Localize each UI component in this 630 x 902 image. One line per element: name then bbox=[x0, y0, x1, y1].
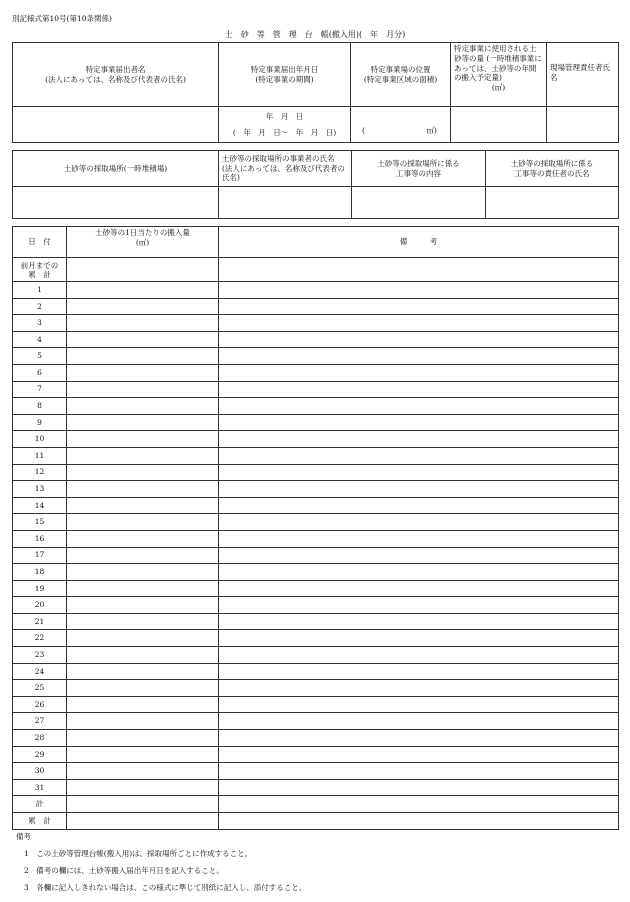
remarks-cell[interactable] bbox=[219, 464, 619, 481]
amount-cell[interactable] bbox=[67, 580, 219, 597]
amount-cell[interactable] bbox=[67, 680, 219, 697]
amount-cell[interactable] bbox=[67, 364, 219, 381]
remarks-cell[interactable] bbox=[219, 530, 619, 547]
remarks-cell[interactable] bbox=[219, 796, 619, 813]
amount-cell[interactable] bbox=[67, 796, 219, 813]
day-row bbox=[13, 497, 619, 514]
subtotal-row bbox=[13, 796, 619, 813]
remarks-cell[interactable] bbox=[219, 364, 619, 381]
row-label: 20 bbox=[13, 597, 67, 614]
remarks-cell[interactable] bbox=[219, 331, 619, 348]
amount-cell[interactable] bbox=[67, 481, 219, 498]
day-row bbox=[13, 696, 619, 713]
notes-heading: 備考 bbox=[16, 832, 31, 841]
header-quantity bbox=[451, 43, 547, 107]
header-quantity-label: 特定事業に使用される土砂等の量 (一時堆積事業にあっては、土砂等の年間の搬入予定量) bbox=[454, 44, 542, 83]
prev-total-label: 前月までの 累 計 bbox=[13, 258, 67, 282]
remarks-cell[interactable] bbox=[219, 398, 619, 415]
remarks-cell[interactable] bbox=[219, 613, 619, 630]
cumulative-row bbox=[13, 813, 619, 830]
day-row bbox=[13, 431, 619, 448]
day-row bbox=[13, 613, 619, 630]
note-3: 3 各欄に記入しきれない場合は、この様式に準じて別紙に記入し、添付すること。 bbox=[24, 883, 307, 892]
day-row bbox=[13, 514, 619, 531]
remarks-cell[interactable] bbox=[219, 730, 619, 747]
amount-cell[interactable] bbox=[67, 447, 219, 464]
manager-value[interactable] bbox=[547, 107, 619, 143]
day-row bbox=[13, 331, 619, 348]
remarks-cell[interactable] bbox=[219, 713, 619, 730]
amount-cell[interactable] bbox=[67, 414, 219, 431]
day-row bbox=[13, 763, 619, 780]
amount-cell[interactable] bbox=[67, 530, 219, 547]
remarks-cell[interactable] bbox=[219, 381, 619, 398]
row-label: 25 bbox=[13, 680, 67, 697]
day-row bbox=[13, 348, 619, 365]
day-row bbox=[13, 464, 619, 481]
daily-table bbox=[12, 226, 619, 830]
amount-cell[interactable] bbox=[67, 514, 219, 531]
header-remarks: 備 考 bbox=[219, 227, 619, 258]
row-label: 15 bbox=[13, 514, 67, 531]
remarks-cell[interactable] bbox=[219, 497, 619, 514]
day-row bbox=[13, 398, 619, 415]
header-amount bbox=[67, 227, 219, 258]
amount-cell[interactable] bbox=[67, 282, 219, 299]
source-site-value[interactable] bbox=[13, 187, 219, 219]
day-row bbox=[13, 647, 619, 664]
header-source-operator: 土砂等の採取場所の事業者の氏名 (法人にあっては、名称及び代表者の氏名) bbox=[219, 151, 352, 187]
amount-cell[interactable] bbox=[67, 647, 219, 664]
day-row bbox=[13, 547, 619, 564]
header-amount-label: 土砂等の1日当たりの搬入量 bbox=[95, 228, 190, 237]
remarks-cell[interactable] bbox=[219, 597, 619, 614]
form-label: 別記様式第10号(第10条関係) bbox=[12, 14, 112, 23]
row-label: 9 bbox=[13, 414, 67, 431]
location-value[interactable] bbox=[351, 107, 451, 143]
remarks-cell[interactable] bbox=[219, 315, 619, 332]
amount-cell[interactable] bbox=[67, 597, 219, 614]
row-label: 17 bbox=[13, 547, 67, 564]
header-manager: 現場管理責任者氏名 bbox=[547, 43, 619, 107]
day-row bbox=[13, 564, 619, 581]
row-label: 27 bbox=[13, 713, 67, 730]
amount-cell[interactable] bbox=[67, 315, 219, 332]
row-label: 1 bbox=[13, 282, 67, 299]
amount-cell[interactable] bbox=[67, 696, 219, 713]
row-label: 16 bbox=[13, 530, 67, 547]
row-label: 28 bbox=[13, 730, 67, 747]
day-row bbox=[13, 315, 619, 332]
amount-cell[interactable] bbox=[67, 630, 219, 647]
remarks-cell[interactable] bbox=[219, 298, 619, 315]
day-row bbox=[13, 381, 619, 398]
page-title: 土 砂 等 管 理 台 帳(搬入用)( 年 月分) bbox=[224, 30, 406, 39]
remarks-cell[interactable] bbox=[219, 696, 619, 713]
remarks-cell[interactable] bbox=[219, 282, 619, 299]
row-label: 11 bbox=[13, 447, 67, 464]
date-line2: ( 年 月 日～ 年 月 日) bbox=[232, 127, 337, 137]
row-label: 31 bbox=[13, 779, 67, 796]
amount-cell[interactable] bbox=[67, 746, 219, 763]
amount-cell[interactable] bbox=[67, 779, 219, 796]
day-row bbox=[13, 414, 619, 431]
remarks-cell[interactable] bbox=[219, 813, 619, 830]
remarks-cell[interactable] bbox=[219, 746, 619, 763]
date-line1: 年 月 日 bbox=[265, 111, 304, 121]
day-row bbox=[13, 713, 619, 730]
day-row bbox=[13, 663, 619, 680]
row-label: 4 bbox=[13, 331, 67, 348]
remarks-cell[interactable] bbox=[219, 414, 619, 431]
amount-cell[interactable] bbox=[67, 713, 219, 730]
row-label: 累 計 bbox=[13, 813, 67, 830]
row-label: 22 bbox=[13, 630, 67, 647]
day-row bbox=[13, 630, 619, 647]
remarks-cell[interactable] bbox=[219, 481, 619, 498]
note-1: 1 この土砂等管理台帳(搬入用)は、採取場所ごとに作成すること。 bbox=[24, 849, 253, 858]
day-row bbox=[13, 298, 619, 315]
source-responsible-value[interactable] bbox=[486, 187, 619, 219]
day-row bbox=[13, 530, 619, 547]
row-label: 6 bbox=[13, 364, 67, 381]
remarks-cell[interactable] bbox=[219, 580, 619, 597]
header-location: 特定事業場の位置 (特定事業区域の面積) bbox=[351, 43, 451, 107]
day-row bbox=[13, 597, 619, 614]
source-table bbox=[12, 150, 619, 219]
header-quantity-unit: (㎥) bbox=[491, 83, 506, 92]
row-label: 29 bbox=[13, 746, 67, 763]
amount-cell[interactable] bbox=[67, 464, 219, 481]
row-label: 24 bbox=[13, 663, 67, 680]
header-source-work: 土砂等の採取場所に係る 工事等の内容 bbox=[352, 151, 486, 187]
amount-cell[interactable] bbox=[67, 730, 219, 747]
note-2: 2 備考の欄には、土砂等搬入届出年月日を記入すること。 bbox=[24, 866, 224, 875]
row-label: 計 bbox=[13, 796, 67, 813]
amount-cell[interactable] bbox=[67, 763, 219, 780]
day-row bbox=[13, 364, 619, 381]
quantity-value[interactable] bbox=[451, 107, 547, 143]
remarks-cell[interactable] bbox=[219, 447, 619, 464]
day-row bbox=[13, 282, 619, 299]
remarks-cell[interactable] bbox=[219, 647, 619, 664]
amount-cell[interactable] bbox=[67, 547, 219, 564]
remarks-cell[interactable] bbox=[219, 348, 619, 365]
header-day: 日 付 bbox=[13, 227, 67, 258]
row-label: 21 bbox=[13, 613, 67, 630]
area-open: ( bbox=[362, 126, 365, 136]
area-unit: ㎡) bbox=[426, 126, 437, 136]
row-label: 23 bbox=[13, 647, 67, 664]
header-amount-unit: (㎥) bbox=[135, 237, 150, 247]
date-value[interactable] bbox=[219, 107, 351, 143]
day-row bbox=[13, 730, 619, 747]
remarks-cell[interactable] bbox=[219, 514, 619, 531]
row-label: 7 bbox=[13, 381, 67, 398]
row-label: 26 bbox=[13, 696, 67, 713]
amount-cell[interactable] bbox=[67, 398, 219, 415]
row-label: 10 bbox=[13, 431, 67, 448]
source-operator-value[interactable] bbox=[219, 187, 352, 219]
registration-table bbox=[12, 42, 619, 143]
day-row bbox=[13, 481, 619, 498]
remarks-cell[interactable] bbox=[219, 431, 619, 448]
row-label: 12 bbox=[13, 464, 67, 481]
remarks-cell[interactable] bbox=[219, 663, 619, 680]
row-label: 30 bbox=[13, 763, 67, 780]
amount-cell[interactable] bbox=[67, 431, 219, 448]
amount-cell[interactable] bbox=[67, 381, 219, 398]
row-label: 19 bbox=[13, 580, 67, 597]
remarks-cell[interactable] bbox=[219, 763, 619, 780]
row-label: 8 bbox=[13, 398, 67, 415]
header-applicant: 特定事業届出者名 (法人にあっては、名称及び代表者の氏名) bbox=[13, 43, 219, 107]
applicant-value[interactable] bbox=[13, 107, 219, 143]
header-source-responsible: 土砂等の採取場所に係る 工事等の責任者の氏名 bbox=[486, 151, 619, 187]
remarks-cell[interactable] bbox=[219, 564, 619, 581]
amount-cell[interactable] bbox=[67, 331, 219, 348]
remarks-cell[interactable] bbox=[219, 547, 619, 564]
row-label: 3 bbox=[13, 315, 67, 332]
row-label: 2 bbox=[13, 298, 67, 315]
day-row bbox=[13, 779, 619, 796]
source-work-value[interactable] bbox=[352, 187, 486, 219]
amount-cell[interactable] bbox=[67, 298, 219, 315]
row-label: 13 bbox=[13, 481, 67, 498]
day-row bbox=[13, 580, 619, 597]
remarks-cell[interactable] bbox=[219, 680, 619, 697]
header-source-site: 土砂等の採取場所(一時堆積場) bbox=[13, 151, 219, 187]
row-label: 14 bbox=[13, 497, 67, 514]
prev-total-remarks[interactable] bbox=[219, 258, 619, 282]
amount-cell[interactable] bbox=[67, 663, 219, 680]
row-label: 5 bbox=[13, 348, 67, 365]
amount-cell[interactable] bbox=[67, 564, 219, 581]
amount-cell[interactable] bbox=[67, 348, 219, 365]
prev-total-amount[interactable] bbox=[67, 258, 219, 282]
amount-cell[interactable] bbox=[67, 613, 219, 630]
day-row bbox=[13, 680, 619, 697]
day-row bbox=[13, 447, 619, 464]
header-date: 特定事業届出年月日 (特定事業の期間) bbox=[219, 43, 351, 107]
row-label: 18 bbox=[13, 564, 67, 581]
day-row bbox=[13, 746, 619, 763]
amount-cell[interactable] bbox=[67, 497, 219, 514]
amount-cell[interactable] bbox=[67, 813, 219, 830]
remarks-cell[interactable] bbox=[219, 630, 619, 647]
remarks-cell[interactable] bbox=[219, 779, 619, 796]
